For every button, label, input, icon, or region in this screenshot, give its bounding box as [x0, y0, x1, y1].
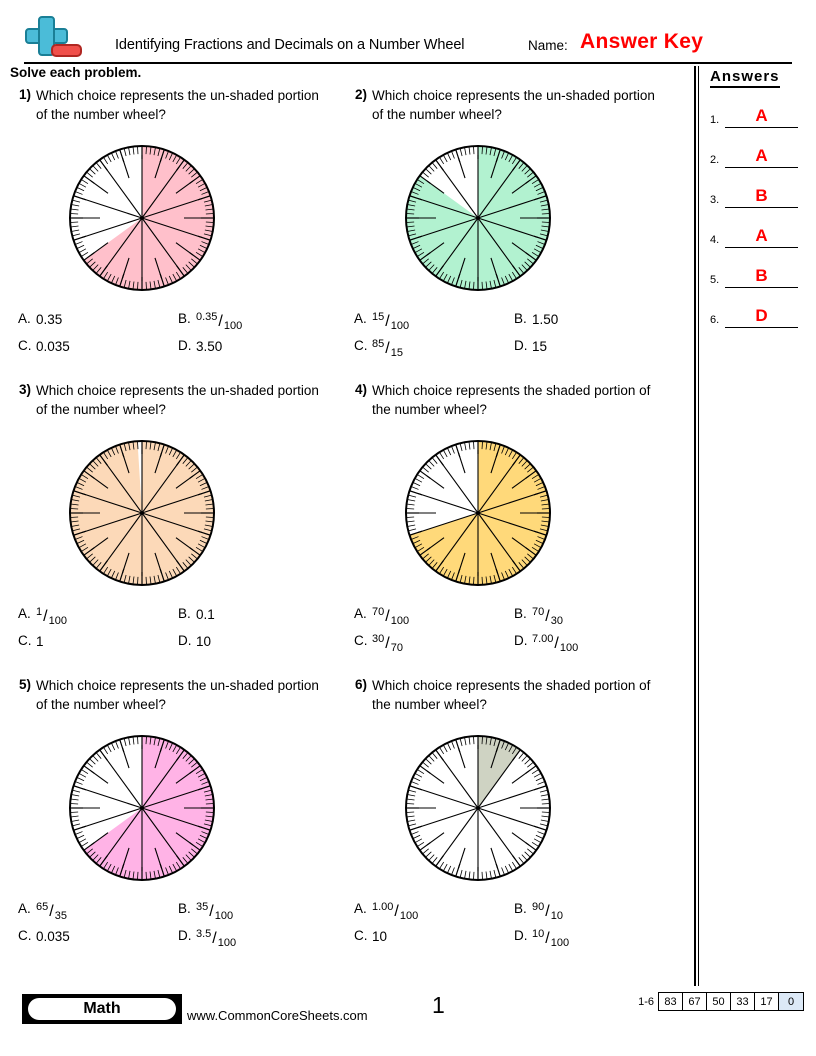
question-number: 2) [355, 87, 368, 102]
choice-value: 1 [36, 634, 44, 649]
problem-row [12, 676, 684, 971]
choice-letter: D. [514, 633, 528, 648]
answer-choice[interactable] [172, 901, 348, 923]
choice-fraction [196, 311, 242, 332]
choice-fraction [36, 606, 67, 627]
choice-fraction [196, 901, 233, 922]
choice-value: 15 [532, 339, 548, 354]
fraction-denominator: 100 [550, 937, 570, 950]
answer-choices [348, 901, 684, 950]
fraction-numerator: 1 [36, 606, 43, 618]
choice-value: 0.035 [36, 339, 70, 354]
problem-2 [348, 86, 684, 381]
choice-letter: C. [18, 633, 32, 648]
choice-grid [348, 901, 684, 950]
fraction-numerator: 90 [532, 901, 545, 913]
problem-3 [12, 381, 348, 676]
score-cell: 83 [659, 993, 683, 1010]
answer-choice[interactable] [172, 606, 348, 628]
answer-row [710, 208, 798, 248]
fraction-numerator: 7.00 [532, 633, 554, 645]
question-header [348, 86, 684, 124]
answer-row-number: 2. [710, 154, 720, 166]
question-header [348, 381, 684, 419]
problem-row [12, 86, 684, 381]
number-wheel [398, 138, 558, 298]
fraction-numerator: 70 [532, 606, 545, 618]
answer-rows [702, 88, 804, 328]
choice-fraction [372, 901, 418, 922]
answer-value: A [755, 106, 768, 125]
answer-choice[interactable] [172, 311, 348, 333]
fraction-numerator: 30 [372, 633, 385, 645]
fraction-numerator: 3.5 [196, 928, 212, 940]
fraction-bar: / [385, 607, 390, 625]
score-cell: 67 [683, 993, 707, 1010]
instruction-text: Solve each problem. [10, 65, 142, 80]
answer-value: D [755, 306, 768, 325]
answer-choice[interactable] [348, 311, 508, 333]
fraction-denominator: 10 [550, 910, 563, 923]
question-text: Which choice represents the un-shaded portion of the number wheel? [36, 88, 319, 122]
problem-6 [348, 676, 684, 971]
choice-fraction [372, 338, 403, 359]
answer-choice[interactable] [508, 606, 684, 628]
choice-letter: B. [514, 901, 527, 916]
answer-row-number: 6. [710, 314, 720, 326]
choice-letter: C. [354, 633, 368, 648]
page-footer [12, 992, 804, 1038]
choice-value: 10 [372, 929, 388, 944]
score-boxes [658, 992, 804, 1011]
choice-value: 1.50 [532, 312, 559, 327]
question-header [12, 86, 348, 124]
answer-choice[interactable] [12, 901, 172, 923]
number-wheel [62, 138, 222, 298]
choice-fraction [372, 311, 409, 332]
answer-choices [348, 606, 684, 655]
choice-letter: C. [354, 338, 368, 353]
fraction-numerator: 65 [36, 901, 49, 913]
choice-letter: A. [354, 606, 367, 621]
score-cell: 17 [755, 993, 779, 1010]
choice-grid [348, 606, 684, 655]
question-number: 6) [355, 677, 368, 692]
choice-letter: D. [178, 633, 192, 648]
choice-letter: D. [178, 928, 192, 943]
choice-fraction [372, 633, 403, 654]
answer-choice[interactable] [508, 633, 684, 655]
answer-choices [348, 311, 684, 360]
choice-grid [12, 901, 348, 950]
answers-heading: Answers [710, 68, 780, 88]
fraction-denominator: 100 [390, 320, 410, 333]
choice-value: 10 [196, 634, 212, 649]
choice-letter: A. [18, 606, 31, 621]
fraction-bar: / [545, 929, 550, 947]
choice-fraction [372, 606, 409, 627]
subject-badge [22, 994, 182, 1024]
answer-choices [12, 901, 348, 950]
choice-fraction [532, 928, 569, 949]
score-cell: 0 [779, 993, 803, 1010]
fraction-denominator: 100 [217, 937, 237, 950]
subject-badge-label: Math [28, 998, 176, 1020]
choice-fraction [36, 901, 67, 922]
answer-choice[interactable] [508, 311, 684, 333]
fraction-bar: / [43, 607, 48, 625]
answer-value: A [755, 226, 768, 245]
question-text: Which choice represents the shaded portion of the number wheel? [372, 678, 651, 712]
choice-letter: C. [18, 338, 32, 353]
fraction-denominator: 35 [54, 910, 67, 923]
question-number: 3) [19, 382, 32, 397]
answer-choices [12, 606, 348, 655]
choice-fraction [532, 606, 563, 627]
score-range-label: 1-6 [638, 995, 654, 1008]
answer-choice[interactable] [172, 928, 348, 950]
problem-4 [348, 381, 684, 676]
fraction-numerator: 15 [372, 311, 385, 323]
answer-choice[interactable] [348, 606, 508, 628]
page-header [12, 0, 804, 58]
choice-letter: A. [354, 311, 367, 326]
choice-value: 3.50 [196, 339, 223, 354]
answer-choice[interactable] [348, 633, 508, 655]
fraction-numerator: 10 [532, 928, 545, 940]
fraction-numerator: 0.35 [196, 311, 218, 323]
score-cell: 33 [731, 993, 755, 1010]
answers-sidebar [694, 66, 804, 986]
question-text: Which choice represents the un-shaded portion of the number wheel? [36, 678, 319, 712]
answer-choice[interactable] [348, 901, 508, 923]
answer-row [710, 88, 798, 128]
choice-grid [12, 311, 348, 360]
answer-row [710, 248, 798, 288]
answer-choice[interactable] [12, 311, 172, 333]
score-cell: 50 [707, 993, 731, 1010]
answer-choice[interactable] [172, 633, 348, 655]
site-url: www.CommonCoreSheets.com [187, 1008, 368, 1023]
fraction-denominator: 100 [48, 615, 67, 628]
answer-choice[interactable] [348, 338, 508, 360]
choice-value: 0.035 [36, 929, 70, 944]
answer-value: B [755, 266, 768, 285]
choice-fraction [196, 928, 236, 949]
page-number: 1 [432, 992, 445, 1018]
fraction-bar: / [385, 339, 390, 357]
question-text: Which choice represents the shaded portion of the number wheel? [372, 383, 651, 417]
answer-choice[interactable] [508, 338, 684, 360]
question-header [12, 676, 348, 714]
problem-row [12, 381, 684, 676]
choice-letter: A. [18, 311, 31, 326]
fraction-denominator: 15 [390, 347, 403, 360]
choice-letter: D. [514, 338, 528, 353]
fraction-bar: / [545, 607, 550, 625]
answer-choice[interactable] [348, 928, 508, 950]
question-header [12, 381, 348, 419]
number-wheel [398, 728, 558, 888]
answer-choice[interactable] [508, 901, 684, 923]
fraction-denominator: 100 [214, 910, 234, 923]
fraction-denominator: 100 [390, 615, 410, 628]
problem-1 [12, 86, 348, 381]
choice-fraction [532, 901, 563, 922]
choice-letter: D. [178, 338, 192, 353]
answer-choice[interactable] [172, 338, 348, 360]
answer-value: B [755, 186, 768, 205]
answer-row [710, 288, 798, 328]
fraction-bar: / [545, 902, 550, 920]
answer-row [710, 128, 798, 168]
answer-choice[interactable] [12, 633, 172, 655]
choice-letter: B. [178, 606, 191, 621]
fraction-denominator: 100 [559, 642, 579, 655]
fraction-numerator: 35 [196, 901, 209, 913]
answer-choice[interactable] [12, 338, 172, 360]
choice-fraction [532, 633, 578, 654]
choice-letter: B. [178, 311, 191, 326]
fraction-bar: / [394, 902, 399, 920]
answer-choice[interactable] [12, 928, 172, 950]
fraction-bar: / [209, 902, 214, 920]
choice-letter: B. [514, 606, 527, 621]
choice-grid [348, 311, 684, 360]
number-wheel [62, 433, 222, 593]
answer-row-number: 3. [710, 194, 720, 206]
plus-minus-logo-icon [20, 14, 82, 60]
score-strip [638, 992, 804, 1011]
answer-row-number: 5. [710, 274, 720, 286]
answer-row-number: 1. [710, 114, 720, 126]
answer-value: A [755, 146, 768, 165]
page-title: Identifying Fractions and Decimals on a Number Wheel [115, 37, 465, 53]
choice-letter: B. [514, 311, 527, 326]
choice-value: 0.35 [36, 312, 63, 327]
number-wheel [398, 433, 558, 593]
fraction-bar: / [554, 634, 559, 652]
choice-letter: D. [514, 928, 528, 943]
fraction-bar: / [212, 929, 217, 947]
problem-5 [12, 676, 348, 971]
fraction-numerator: 85 [372, 338, 385, 350]
fraction-bar: / [385, 312, 390, 330]
choice-letter: C. [18, 928, 32, 943]
question-text: Which choice represents the un-shaded portion of the number wheel? [372, 88, 655, 122]
choice-letter: B. [178, 901, 191, 916]
choice-letter: A. [354, 901, 367, 916]
fraction-denominator: 100 [399, 910, 419, 923]
number-wheel [62, 728, 222, 888]
question-header [348, 676, 684, 714]
question-number: 1) [19, 87, 32, 102]
fraction-bar: / [385, 634, 390, 652]
fraction-denominator: 100 [223, 320, 243, 333]
answer-choice[interactable] [12, 606, 172, 628]
header-divider [24, 62, 792, 64]
question-number: 4) [355, 382, 368, 397]
problems-grid [12, 86, 684, 971]
question-text: Which choice represents the un-shaded portion of the number wheel? [36, 383, 319, 417]
fraction-denominator: 70 [390, 642, 403, 655]
answer-key-stamp: Answer Key [580, 30, 704, 53]
choice-value: 0.1 [196, 607, 215, 622]
choice-grid [12, 606, 348, 655]
fraction-denominator: 30 [550, 615, 563, 628]
fraction-bar: / [218, 312, 223, 330]
choice-letter: A. [18, 901, 31, 916]
answer-row-number: 4. [710, 234, 720, 246]
fraction-bar: / [49, 902, 54, 920]
fraction-numerator: 1.00 [372, 901, 394, 913]
choice-letter: C. [354, 928, 368, 943]
fraction-numerator: 70 [372, 606, 385, 618]
question-number: 5) [19, 677, 32, 692]
answer-choices [12, 311, 348, 360]
answer-choice[interactable] [508, 928, 684, 950]
name-label: Name: [528, 38, 568, 53]
answer-row [710, 168, 798, 208]
